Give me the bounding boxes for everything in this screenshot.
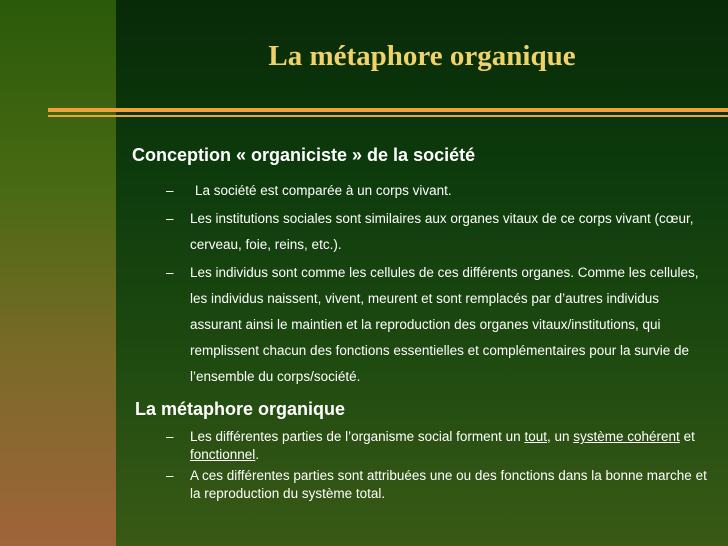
bullet-dash: – xyxy=(166,468,174,483)
bullet-dash: – xyxy=(166,265,174,280)
bullet-list-metaphore xyxy=(166,428,711,503)
bullet-text: La société est comparée à un corps vivant. xyxy=(195,183,452,198)
list-item xyxy=(166,467,711,503)
bullet-text-part: . xyxy=(255,447,260,462)
bullet-text-part: , un xyxy=(546,429,574,444)
title-divider-thick xyxy=(48,108,728,112)
slide-title: La métaphore organique xyxy=(268,40,576,72)
bullet-dash: – xyxy=(166,183,174,198)
bullet-text-part: Les différentes parties de l’organisme social forment un xyxy=(190,429,525,444)
bullet-text: Les institutions sociales sont similaires aux organes vitaux de ce corps vivant (cœur, cerveau, foie, reins, etc.). xyxy=(190,211,694,252)
list-item xyxy=(166,206,711,258)
title-divider-thin xyxy=(48,115,728,117)
underlined-term-systeme-coherent: système cohérent xyxy=(573,429,680,444)
list-item xyxy=(166,260,711,390)
section-heading-conception: Conception « organiciste » de la société xyxy=(132,145,476,165)
bullet-dash: – xyxy=(166,429,174,444)
bullet-text: A ces différentes parties sont attribuées une ou des fonctions dans la bonne marche et la reproduction du système total. xyxy=(190,468,707,501)
bullet-text xyxy=(190,429,695,462)
underlined-term-fonctionnel: fonctionnel xyxy=(190,447,256,462)
bullet-text: Les individus sont comme les cellules de ces différents organes. Comme les cellules, les individus naissent, vivent, meurent et sont remplacés par d’autres individus assurant ainsi le maintien et la reproduction des organes vitaux/institutions, qui remplissent chacun des fonctions essentielles et complémentaires pour la survie de l’ensemble du corps/société. xyxy=(190,265,699,384)
list-item xyxy=(166,178,711,204)
bullet-dash: – xyxy=(166,211,174,226)
left-gradient-band xyxy=(0,0,116,546)
bullet-text-part: et xyxy=(679,429,695,444)
underlined-term-tout: tout xyxy=(524,429,547,444)
list-item xyxy=(166,428,711,464)
section-heading-metaphore: La métaphore organique xyxy=(135,399,346,419)
bullet-list-conception xyxy=(166,178,711,390)
